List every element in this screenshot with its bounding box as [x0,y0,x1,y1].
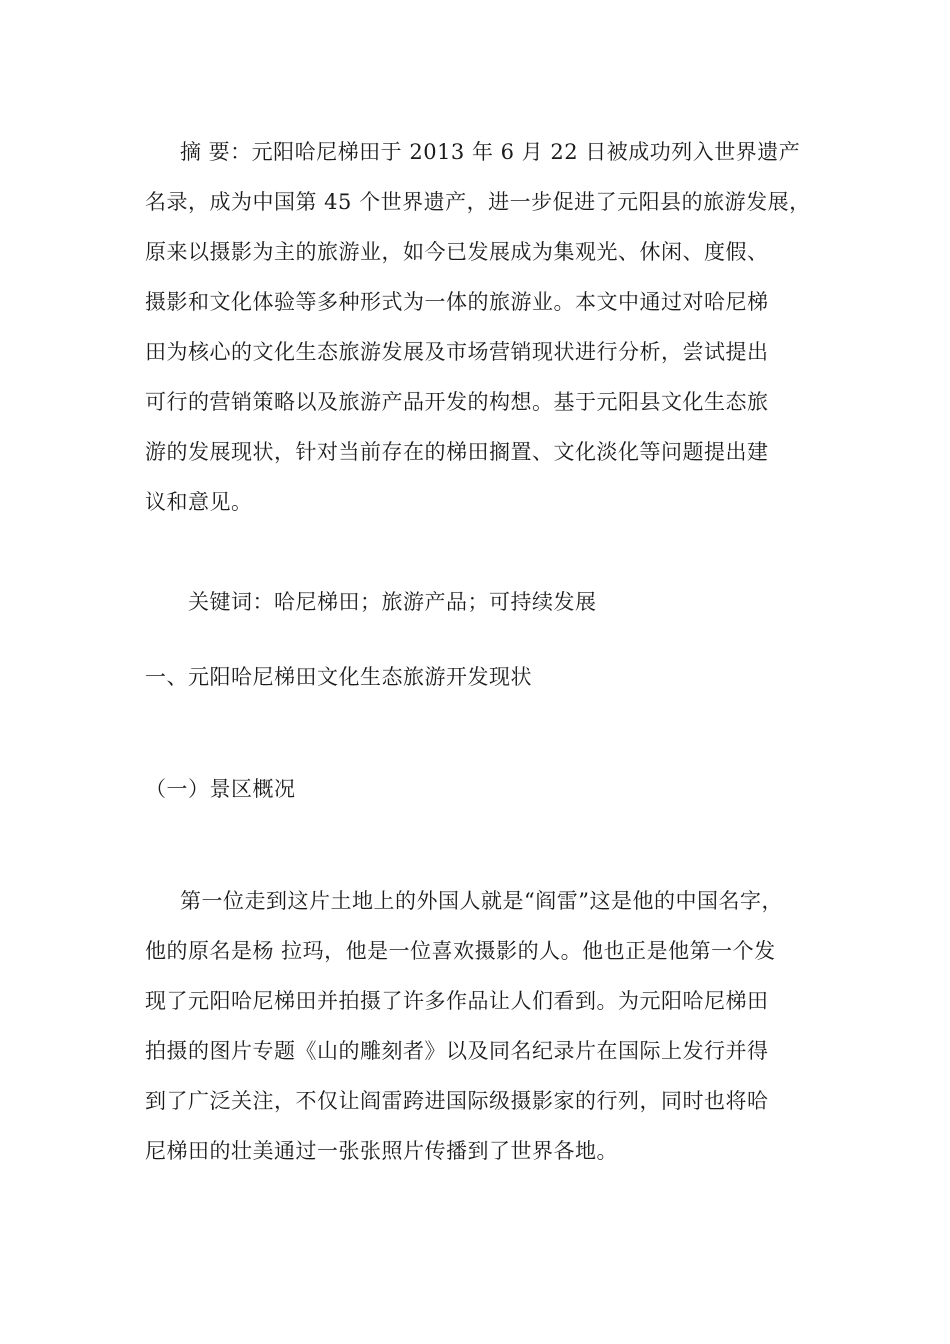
abstract-line: 摘 要：元阳哈尼梯田于 2013 年 6 月 22 日被成功列入世界遗产 [180,140,801,164]
abstract-line: 游的发展现状，针对当前存在的梯田搁置、文化淡化等问题提出建 [145,440,769,464]
paragraph-line: 他的原名是杨 拉玛，他是一位喜欢摄影的人。他也正是他第一个发 [145,939,776,963]
paragraph-line: 拍摄的图片专题《山的雕刻者》以及同名纪录片在国际上发行并得 [145,1039,769,1063]
abstract-line: 田为核心的文化生态旅游发展及市场营销现状进行分析，尝试提出 [145,340,769,364]
paragraph-line: 尼梯田的壮美通过一张张照片传播到了世界各地。 [145,1139,618,1163]
abstract-line: 可行的营销策略以及旅游产品开发的构想。基于元阳县文化生态旅 [145,390,769,414]
section-heading: 一、元阳哈尼梯田文化生态旅游开发现状 [145,665,532,689]
abstract-line: 名录，成为中国第 45 个世界遗产，进一步促进了元阳县的旅游发展， [145,190,811,214]
keywords: 关键词：哈尼梯田；旅游产品；可持续发展 [188,590,597,614]
paragraph-line: 现了元阳哈尼梯田并拍摄了许多作品让人们看到。为元阳哈尼梯田 [145,989,769,1013]
paragraph-line: 到了广泛关注，不仅让阎雷跨进国际级摄影家的行列，同时也将哈 [145,1089,769,1113]
subsection-heading: （一）景区概况 [145,777,296,801]
abstract-line: 议和意见。 [145,490,253,514]
paragraph-line: 第一位走到这片土地上的外国人就是“阎雷”这是他的中国名字， [180,889,783,913]
abstract-line: 原来以摄影为主的旅游业，如今已发展成为集观光、休闲、度假、 [145,240,769,264]
abstract-line: 摄影和文化体验等多种形式为一体的旅游业。本文中通过对哈尼梯 [145,290,769,314]
